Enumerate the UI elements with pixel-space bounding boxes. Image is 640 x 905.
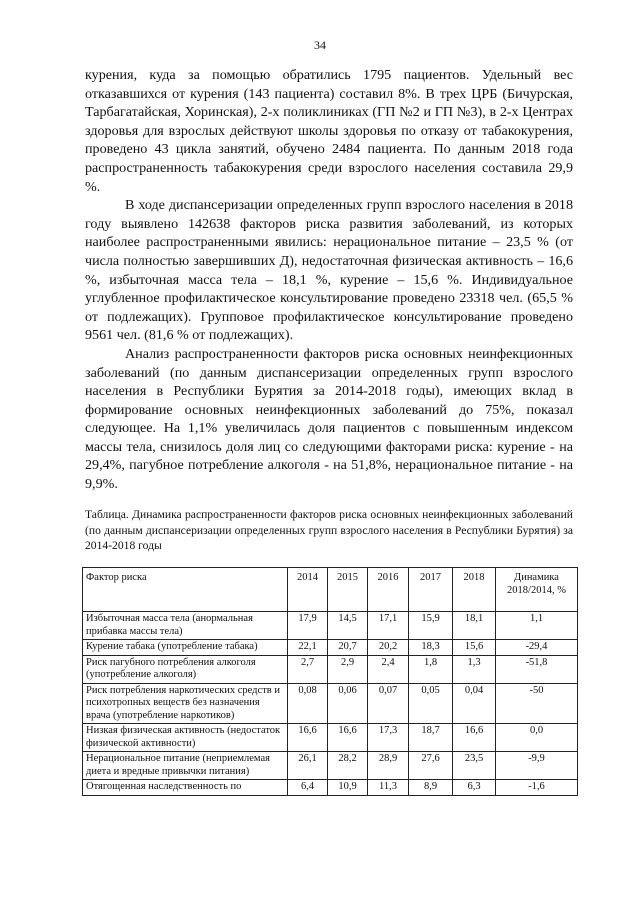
paragraph-risk-analysis: Анализ распространенности факторов риска основных неинфекционных заболеваний (по данным диспансеризации определенных групп взрослого населения в Республики Бурятия за 2014-2018 годы), имеющих вклад в формирование основных неинфекционных заболеваний до 75%, показал следующее. На 1,1% увеличилась доля пациентов с повышенным индексом массы тела, снизилось доля лиц со следующими факторами риска: курение - на 29,4%, пагубное потребление алкоголя - на 51,8%, нерациональное питание - на 9,9%. — [85, 345, 573, 493]
table-cell-2017: 8,9 — [409, 780, 453, 796]
table-cell-dynamics: -51,8 — [496, 655, 578, 683]
table-cell-2017: 1,8 — [409, 655, 453, 683]
table-cell-2018: 15,6 — [453, 640, 496, 656]
column-header-2018: 2018 — [453, 568, 496, 612]
risk-factor-table — [82, 567, 578, 796]
table-cell-2018: 6,3 — [453, 780, 496, 796]
table-cell-2014: 22,1 — [288, 640, 328, 656]
table-row — [83, 655, 578, 683]
table-row — [83, 612, 578, 640]
table-caption: Таблица. Динамика распространенности факторов риска основных неинфекционных заболеваний (по данным диспансеризации определенных групп взрослого населения в Республики Бурятия) за 2014-2018 годы — [85, 508, 573, 552]
table-cell-2014: 16,6 — [288, 724, 328, 752]
table-cell-2018: 1,3 — [453, 655, 496, 683]
table-cell-2018: 18,1 — [453, 612, 496, 640]
table-cell-2015: 10,9 — [328, 780, 368, 796]
table-cell-2015: 0,06 — [328, 683, 368, 724]
table-cell-2015: 28,2 — [328, 752, 368, 780]
table-cell-2014: 0,08 — [288, 683, 328, 724]
table-cell-2015: 16,6 — [328, 724, 368, 752]
table-cell-2015: 20,7 — [328, 640, 368, 656]
table-cell-factor: Отягощенная наследственность по — [83, 780, 288, 796]
table-cell-dynamics: -50 — [496, 683, 578, 724]
table-cell-2016: 17,1 — [368, 612, 409, 640]
table-cell-factor: Нерациональное питание (неприемлемая диета и вредные привычки питания) — [83, 752, 288, 780]
body-text — [85, 66, 573, 494]
table-row — [83, 780, 578, 796]
table-cell-dynamics: 1,1 — [496, 612, 578, 640]
table-cell-2016: 0,07 — [368, 683, 409, 724]
table-cell-2014: 17,9 — [288, 612, 328, 640]
table-row — [83, 683, 578, 724]
table-cell-factor: Низкая физическая активность (недостаток физической активности) — [83, 724, 288, 752]
table-cell-factor: Риск пагубного потребления алкоголя (употребление алкоголя) — [83, 655, 288, 683]
table-cell-2017: 18,7 — [409, 724, 453, 752]
table-cell-2016: 28,9 — [368, 752, 409, 780]
table-cell-2017: 27,6 — [409, 752, 453, 780]
page-number: 34 — [314, 38, 326, 52]
table-cell-factor: Избыточная масса тела (анормальная прибавка массы тела) — [83, 612, 288, 640]
table-row — [83, 724, 578, 752]
table-row — [83, 640, 578, 656]
table-cell-dynamics: -1,6 — [496, 780, 578, 796]
table-cell-2015: 2,9 — [328, 655, 368, 683]
paragraph-smoking-cessation: курения, куда за помощью обратились 1795 пациентов. Удельный вес отказавшихся от курения (143 пациента) составил 8%. В трех ЦРБ (Бичурская, Тарбагатайская, Хоринская), 2-х поликлиниках (ГП №2 и ГП №3), в 2-х Центрах здоровья для взрослых действуют школы здоровья по отказу от табакокурения, проведено 43 цикла занятий, обучено 2484 пациента. По данным 2018 года распространенность табакокурения среди взрослого населения составила 29,9 %. — [85, 67, 573, 195]
table-cell-2016: 11,3 — [368, 780, 409, 796]
table-row — [83, 752, 578, 780]
table-cell-2014: 6,4 — [288, 780, 328, 796]
table-cell-2016: 2,4 — [368, 655, 409, 683]
table-cell-2018: 23,5 — [453, 752, 496, 780]
table-cell-factor: Курение табака (употребление табака) — [83, 640, 288, 656]
table-cell-2018: 0,04 — [453, 683, 496, 724]
column-header-2015: 2015 — [328, 568, 368, 612]
table-cell-2016: 20,2 — [368, 640, 409, 656]
column-header-2016: 2016 — [368, 568, 409, 612]
table-cell-dynamics: -29,4 — [496, 640, 578, 656]
table-cell-factor: Риск потребления наркотических средств и психотропных веществ без назначения врача (употребление наркотиков) — [83, 683, 288, 724]
column-header-2017: 2017 — [409, 568, 453, 612]
table-cell-2014: 2,7 — [288, 655, 328, 683]
paragraph-dispensary-risk-factors: В ходе диспансеризации определенных групп взрослого населения в 2018 году выявлено 142638 факторов риска развития заболеваний, из которых наиболее распространенными явились: нерациональное питание – 23,5 % (от числа полностью завершивших Д), недостаточная физическая активность – 16,6 %, избыточная масса тела – 18,1 %, курение – 15,6 %. Индивидуальное углубленное профилактическое консультирование проведено 23318 чел. (65,5 % от подлежащих). Групповое профилактическое консультирование проведено 9561 чел. (81,6 % от подлежащих). — [85, 197, 573, 344]
table-cell-2014: 26,1 — [288, 752, 328, 780]
table-header-row — [83, 568, 578, 612]
table-cell-2018: 16,6 — [453, 724, 496, 752]
table-cell-2017: 0,05 — [409, 683, 453, 724]
column-header-2014: 2014 — [288, 568, 328, 612]
table-cell-2016: 17,3 — [368, 724, 409, 752]
table-cell-2017: 18,3 — [409, 640, 453, 656]
table-cell-2015: 14,5 — [328, 612, 368, 640]
column-header-factor: Фактор риска — [83, 568, 288, 612]
column-header-dynamics: Динамика 2018/2014, % — [496, 568, 578, 612]
table-cell-2017: 15,9 — [409, 612, 453, 640]
table-cell-dynamics: 0,0 — [496, 724, 578, 752]
table-cell-dynamics: -9,9 — [496, 752, 578, 780]
